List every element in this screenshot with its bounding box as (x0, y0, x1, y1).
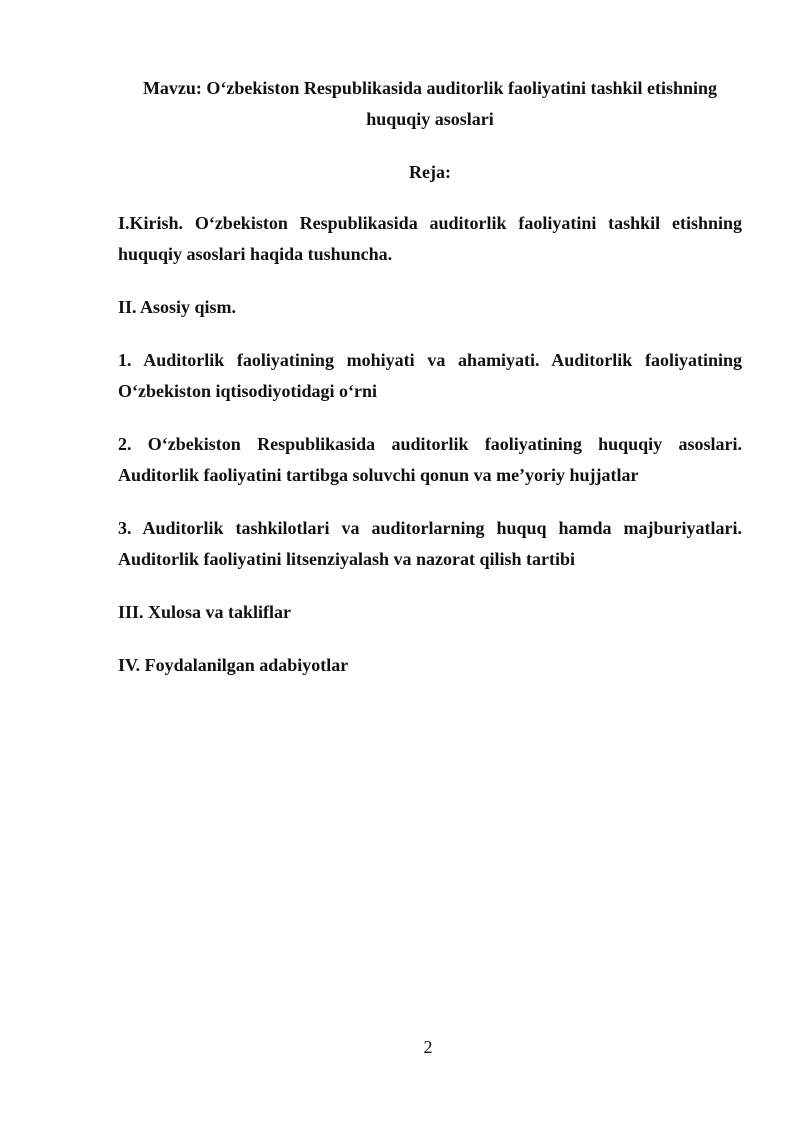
plan-item-references: IV. Foydalanilgan adabiyotlar (118, 655, 349, 675)
document-title: Mavzu: O‘zbekiston Respublikasida auditorlik faoliyatini tashkil etishning huquqiy asoslari (142, 78, 718, 129)
plan-heading: Reja: (409, 162, 451, 182)
page-number: 2 (423, 1037, 433, 1057)
plan-item-introduction: I.Kirish. O‘zbekiston Respublikasida auditorlik faoliyatini tashkil etishning huquqiy asoslari haqida tushuncha. (118, 213, 742, 264)
plan-item-section-2: 2. O‘zbekiston Respublikasida auditorlik faoliyatining huquqiy asoslari. Auditorlik faoliyatini tartibga soluvchi qonun va me’yoriy hujjatlar (118, 434, 742, 485)
plan-item-section-1: 1. Auditorlik faoliyatining mohiyati va ahamiyati. Auditorlik faoliyatining O‘zbekiston iqtisodiyotidagi o‘rni (118, 350, 742, 401)
plan-item-main-part: II. Asosiy qism. (118, 297, 237, 317)
plan-item-section-3: 3. Auditorlik tashkilotlari va auditorlarning huquq hamda majburiyatlari. Auditorlik faoliyatini litsenziyalash va nazorat qilish tartibi (118, 518, 742, 569)
plan-item-conclusion: III. Xulosa va takliflar (118, 602, 292, 622)
plan-list (118, 208, 742, 703)
